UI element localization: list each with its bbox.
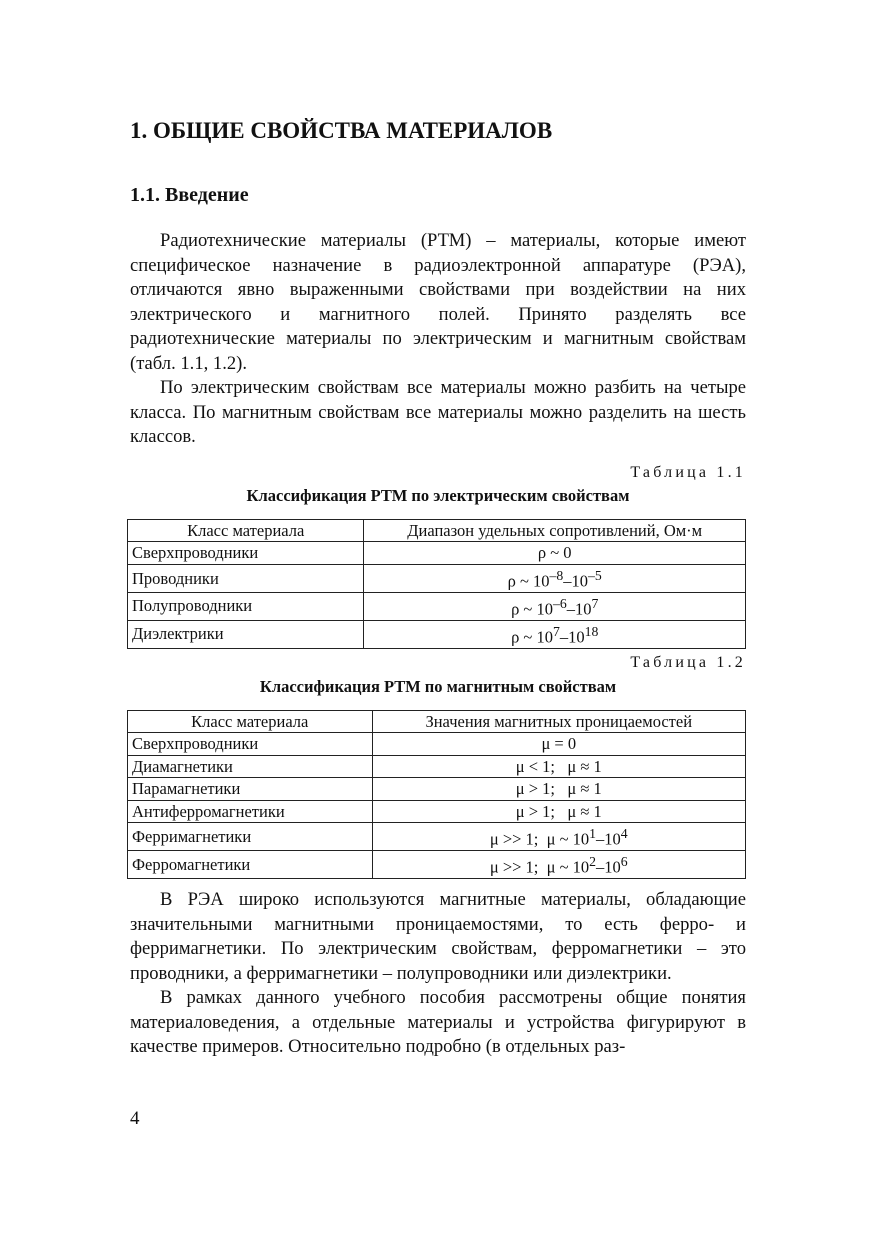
material-class: Полупроводники bbox=[128, 592, 364, 620]
material-class: Ферримагнетики bbox=[128, 823, 373, 851]
table-row bbox=[128, 800, 746, 822]
table-1-header-row bbox=[128, 520, 746, 542]
table-row bbox=[128, 733, 746, 755]
permeability-value: μ >> 1; μ ~ $10^2-10^6$ bbox=[372, 850, 745, 878]
permeability-value: μ < 1; μ ≈ 1 bbox=[372, 755, 745, 777]
section-heading: 1.1. Введение bbox=[130, 184, 249, 206]
table-1-header-class: Класс материала bbox=[128, 520, 364, 542]
table-row bbox=[128, 755, 746, 777]
table-row bbox=[128, 542, 746, 564]
table-2-header-permeability: Значения магнитных проницаемостей bbox=[372, 711, 745, 733]
table-2-header-class: Класс материала bbox=[128, 711, 373, 733]
material-class: Проводники bbox=[128, 564, 364, 592]
material-class: Сверхпроводники bbox=[128, 733, 373, 755]
material-class: Диамагнетики bbox=[128, 755, 373, 777]
material-class: Ферромагнетики bbox=[128, 850, 373, 878]
resistivity-range: ρ ~ $10^7-10^{18}$ bbox=[364, 620, 746, 648]
permeability-value: μ = 0 bbox=[372, 733, 745, 755]
permeability-value: μ > 1; μ ≈ 1 bbox=[372, 778, 745, 800]
page-number: 4 bbox=[130, 1108, 140, 1129]
outro-paragraph-2: В рамках данного учебного пособия рассмотрены общие понятия материаловедения, а отдельные материалы и устройства фигурируют в качестве примеров. Относительно подробно (в отдельных раз- bbox=[130, 987, 746, 1057]
table-1-number: Таблица 1.1 bbox=[630, 464, 746, 481]
table-2 bbox=[127, 710, 746, 879]
material-class: Сверхпроводники bbox=[128, 542, 364, 564]
material-class: Парамагнетики bbox=[128, 778, 373, 800]
outro-paragraph-1: В РЭА широко используются магнитные материалы, обладающие значительными магнитными проницаемостями, то есть ферро- и ферримагнетики. По электрическим свойствам, ферромагнетики – это проводники, а ферримагнетики – полупроводники или диэлектрики. bbox=[130, 889, 746, 984]
permeability-value: μ > 1; μ ≈ 1 bbox=[372, 800, 745, 822]
table-2-number: Таблица 1.2 bbox=[630, 654, 746, 671]
table-1-header-range: Диапазон удельных сопротивлений, Ом·м bbox=[364, 520, 746, 542]
table-2-header-row bbox=[128, 711, 746, 733]
table-row bbox=[128, 823, 746, 851]
page bbox=[130, 0, 746, 1240]
table-2-title: Классификация РТМ по магнитным свойствам bbox=[259, 677, 617, 696]
intro-paragraph-2: По электрическим свойствам все материалы можно разбить на четыре класса. По магнитным свойствам все материалы можно разделить на шесть классов. bbox=[130, 377, 746, 447]
intro-text bbox=[130, 229, 746, 450]
table-row bbox=[128, 778, 746, 800]
table-row bbox=[128, 620, 746, 648]
resistivity-range: ρ ~ $10^{-6}-10^7$ bbox=[364, 592, 746, 620]
table-row bbox=[128, 850, 746, 878]
material-class: Диэлектрики bbox=[128, 620, 364, 648]
table-row bbox=[128, 592, 746, 620]
intro-paragraph-1: Радиотехнические материалы (РТМ) – материалы, которые имеют специфическое назначение в радиоэлектронной аппаратуре (РЭА), отличаются явно выраженными свойствами при воздействии на них электрического и магнитного полей. Принято разделять все радиотехнические материалы по электрическим и магнитным свойствам (табл. 1.1, 1.2). bbox=[130, 230, 746, 374]
permeability-value: μ >> 1; μ ~ $10^1-10^4$ bbox=[372, 823, 745, 851]
table-1 bbox=[127, 519, 746, 649]
outro-text bbox=[130, 888, 746, 1060]
material-class: Антиферромагнетики bbox=[128, 800, 373, 822]
table-row bbox=[128, 564, 746, 592]
resistivity-range: ρ ~ 0 bbox=[364, 542, 746, 564]
resistivity-range: ρ ~ $10^{-8}-10^{-5}$ bbox=[364, 564, 746, 592]
table-1-title: Классификация РТМ по электрическим свойствам bbox=[246, 486, 630, 505]
chapter-heading: 1. ОБЩИЕ СВОЙСТВА МАТЕРИАЛОВ bbox=[130, 118, 553, 143]
